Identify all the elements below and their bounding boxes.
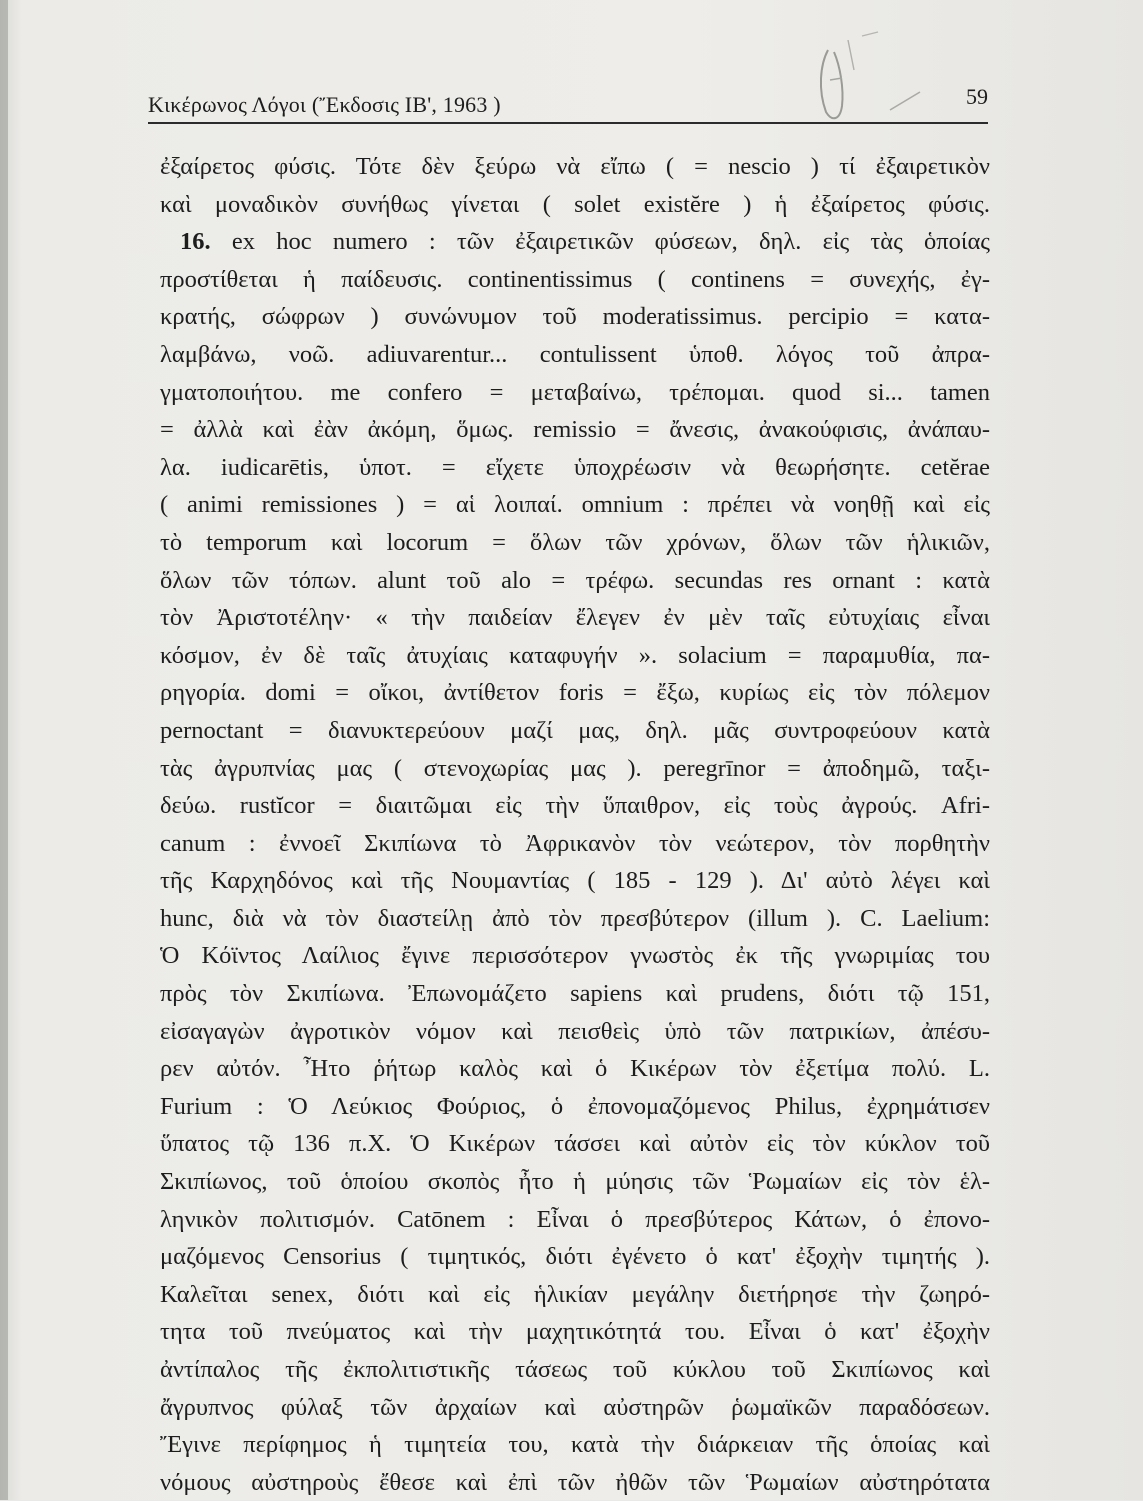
text-line: Ἔγινε περίφημος ἡ τιμητεία του, κατὰ τὴν διάρκειαν τῆς ὁποίας καὶ [160,1431,990,1459]
text-line: τητα τοῦ πνεύματος καὶ τὴν μαχητικότητά του. Εἶναι ὁ κατ' ἐξοχὴν [160,1318,990,1346]
text-line: Ὁ Κόϊντος Λαίλιος ἔγινε περισσότερον γνωστὸς ἐκ τῆς γνωριμίας του [160,942,990,970]
pencil-scribble-icon [770,30,930,130]
text-line: Σκιπίωνος, τοῦ ὁποίου σκοπὸς ἦτο ἡ μύησις τῶν Ῥωμαίων εἰς τὸν ἑλ- [160,1168,990,1196]
text-line: μαζόμενος Censorius ( τιμητικός, διότι ἐγένετο ὁ κατ' ἐξοχὴν τιμητής ). [160,1243,990,1271]
text-line: pernoctant = διανυκτερεύουν μαζί μας, δηλ. μᾶς συντροφεύουν κατὰ [160,716,990,744]
text-line: ὅλων τῶν τόπων. alunt τοῦ alo = τρέφω. secundas res ornant : κατὰ [160,566,990,594]
text-line: ( animi remissiones ) = αἱ λοιπαί. omnium : πρέπει νὰ νοηθῇ καὶ εἰς [160,491,990,519]
text-line: = ἀλλὰ καὶ ἐὰν ἀκόμη, ὅμως. remissio = ἄνεσις, ἀνακούφισις, ἀνάπαυ- [160,416,990,444]
text-line: τὸν Ἀριστοτέλην· « τὴν παιδείαν ἔλεγεν ἐν μὲν ταῖς εὐτυχίαις εἶναι [160,604,990,632]
text-line: κόσμον, ἐν δὲ ταῖς ἀτυχίαις καταφυγήν ». solacium = παραμυθία, πα- [160,641,990,669]
text-line: Furium : Ὁ Λεύκιος Φούριος, ὁ ἐπονομαζόμενος Philus, ἐχρημάτισεν [160,1092,990,1120]
text-line: ἀντίπαλος τῆς ἐκπολιτιστικῆς τάσεως τοῦ κύκλου τοῦ Σκιπίωνος καὶ [160,1356,990,1383]
text-line: κρατής, σώφρων ) συνώνυμον τοῦ moderatissimus. percipio = κατα- [160,303,990,331]
text-line: hunc, διὰ νὰ τὸν διαστείλῃ ἀπὸ τὸν πρεσβύτερον (illum ). C. Laelium: [160,904,990,932]
text-line: canum : ἐννοεῖ Σκιπίωνα τὸ Ἀφρικανὸν τὸν νεώτερον, τὸν πορθητὴν [160,829,990,857]
section-number: 16. [180,228,211,256]
text-line: ἐξαίρετος φύσις. Τότε δὲν ξεύρω νὰ εἴπω ( = nescio ) τί ἐξαιρετικὸν [160,153,990,180]
text-line: ρηγορία. domi = οἴκοι, ἀντίθετον foris = ἔξω, κυρίως εἰς τὸν πόλεμον [160,679,990,707]
text-line: λαμβάνω, νοῶ. adiuvarentur... contulissent ὑποθ. λόγος τοῦ ἀπρα- [160,340,990,368]
text-line: προστίθεται ἡ παίδευσις. continentissimus ( continens = συνεχής, ἐγ- [160,265,990,293]
text-line: πρὸς τὸν Σκιπίωνα. Ἐπωνομάζετο sapiens καὶ prudens, διότι τῷ 151, [160,980,990,1008]
text-line: ρεν αὐτόν. Ἦτο ῥήτωρ καλὸς καὶ ὁ Κικέρων τὸν ἐξετίμα πολύ. L. [160,1055,990,1083]
text-line: τῆς Καρχηδόνος καὶ τῆς Νουμαντίας ( 185 - 129 ). Δι' αὐτὸ λέγει καὶ [160,867,990,895]
page-number: 59 [966,84,988,109]
text-line: τὸ temporum καὶ locorum = ὅλων τῶν χρόνων, ὅλων τῶν ἡλικιῶν, [160,528,990,556]
running-title: Κικέρωνος Λόγοι (Ἔκδοσις ΙΒ', 1963 ) [148,92,501,117]
text-line: ex hoc numero : τῶν ἐξαιρετικῶν φύσεων, δηλ. εἰς τὰς ὁποίας [231,228,991,256]
commentary-text [160,148,990,1501]
binding-edge [0,0,8,1500]
text-line-section-start [160,223,990,261]
text-line: λα. iudicarētis, ὑποτ. = εἴχετε ὑποχρέωσιν νὰ θεωρήσητε. cetĕrae [160,453,990,481]
text-line: νόμους αὐστηροὺς ἔθεσε καὶ ἐπὶ τῶν ἠθῶν τῶν Ῥωμαίων αὐστηρότατα [160,1468,990,1496]
text-line: Καλεῖται senex, διότι καὶ εἰς ἡλικίαν μεγάλην διετήρησε τὴν ζωηρό- [160,1280,990,1308]
text-line: τὰς ἀγρυπνίας μας ( στενοχωρίας μας ). peregrīnor = ἀποδημῶ, ταξι- [160,754,990,782]
text-line: ληνικὸν πολιτισμόν. Catōnem : Εἶναι ὁ πρεσβύτερος Κάτων, ὁ ἐπονο- [160,1205,990,1233]
text-line: εἰσαγαγὼν ἀγροτικὸν νόμον καὶ πεισθεὶς ὑπὸ τῶν πατρικίων, ἀπέσυ- [160,1017,990,1045]
text-line: δεύω. rustĭcor = διαιτῶμαι εἰς τὴν ὕπαιθρον, εἰς τοὺς ἀγρούς. Afri- [160,792,990,820]
text-line: ὕπατος τῷ 136 π.Χ. Ὁ Κικέρων τάσσει καὶ αὐτὸν εἰς τὸν κύκλον τοῦ [160,1130,990,1158]
text-line: γματοποιήτου. me confero = μεταβαίνω, τρέπομαι. quod si... tamen [160,378,990,406]
text-line: ἄγρυπνος φύλαξ τῶν ἀρχαίων καὶ αὐστηρῶν ῥωμαϊκῶν παραδόσεων. [160,1393,990,1421]
text-line: καὶ μοναδικὸν συνήθως γίνεται ( solet existĕre ) ἡ ἐξαίρετος φύσις. [160,190,990,218]
